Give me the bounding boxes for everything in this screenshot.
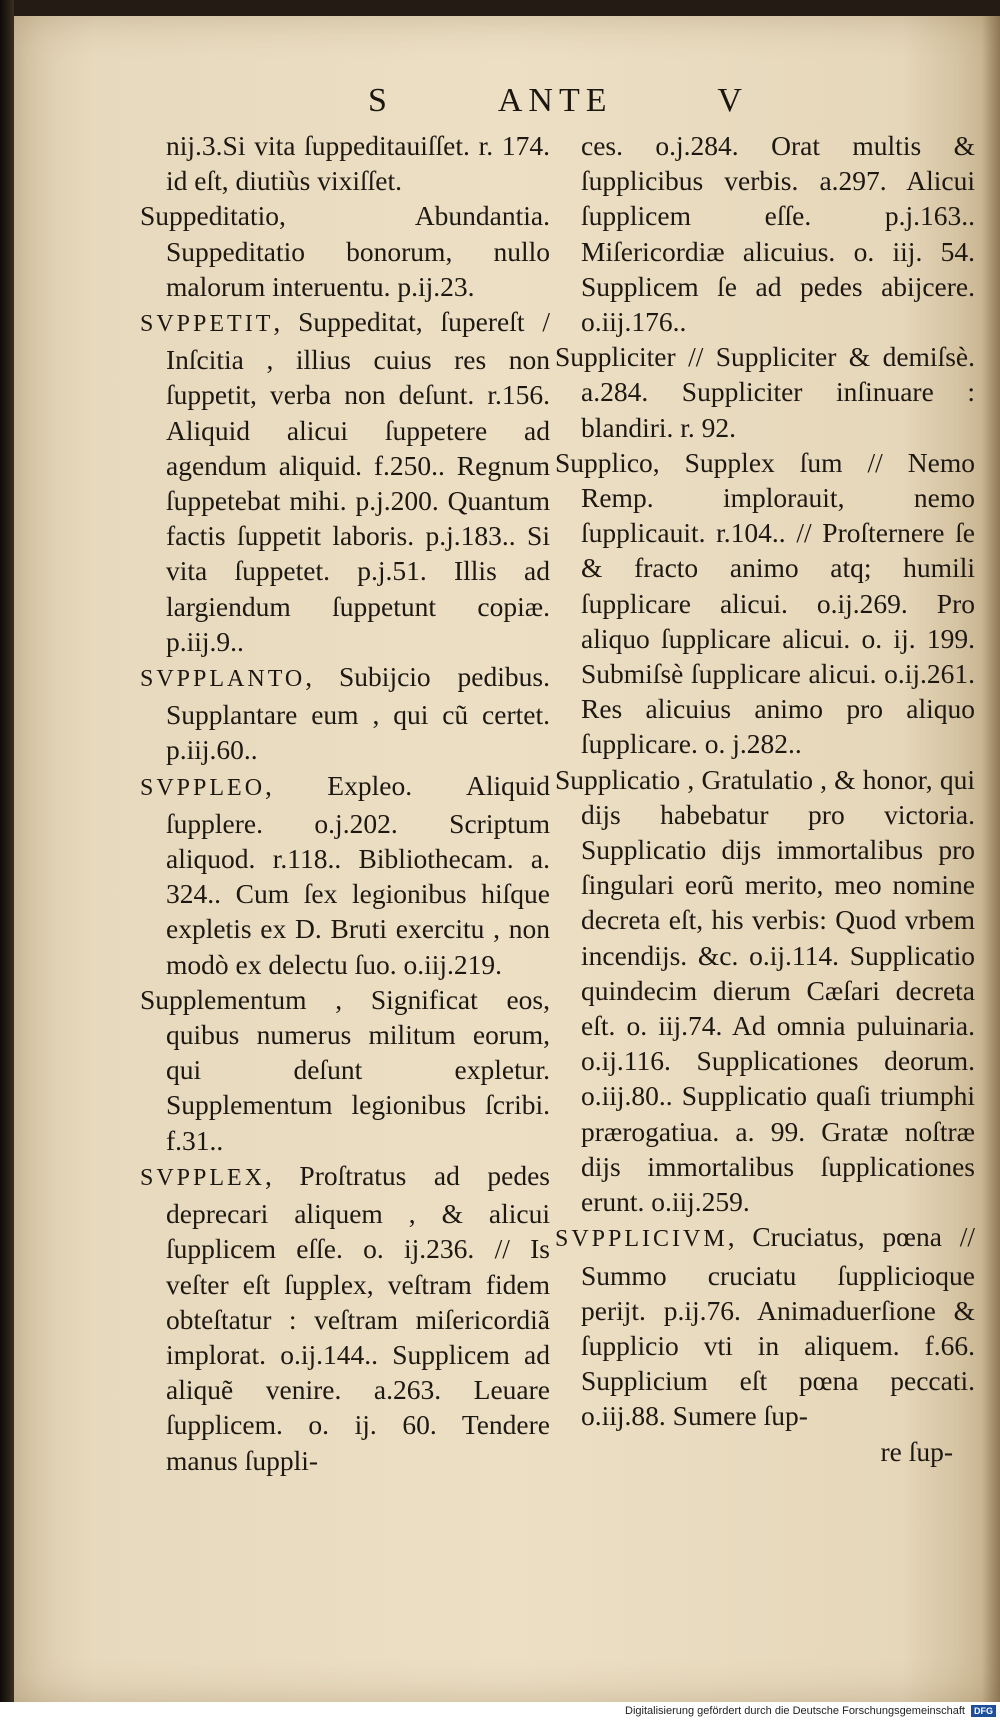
running-head-center: ANTE [497,82,613,119]
entry-headword: SVPPLEX [140,1164,266,1191]
digitization-footer [0,1702,1000,1720]
right-column [555,128,975,1469]
dictionary-entry: SVPPLEX, Proſtratus ad pedes deprecari aliquem , & alicui ſupplicem eſſe. o. ij.236. // Is veſter eſt ſupplex, veſtram fidem obteſtatur : veſtram miſericordiã implorat. o.ij.144.. Supplicem ad aliquẽ venire. a.263. Leuare ſupplicem. o. ij. 60. Tendere manus ſuppli- [140,1159,550,1476]
running-head [368,82,748,120]
page-edge-shadow [982,16,1000,1702]
running-head-left: S [368,82,393,119]
dictionary-entry: Supplementum , Significat eos, quibus numerus militum eorum, qui deſunt expletur. Supplementum legionibus ſcribi. f.31.. [140,983,550,1156]
catchword: re ſup- [880,1435,953,1467]
scan-border [0,0,14,1720]
running-head-right: V [717,82,748,119]
dictionary-entry: Supplicatio , Gratulatio , & honor, qui dijs habebatur pro victoria. Supplicatio dijs immortalibus pro ſingulari eorũ merito, meo nomine decreta eſt, his verbis: Quod vrbem incendijs. &c. o.ij.114. Supplicatio quindecim dierum Cæſari decreta eſt. o. iij.74. Ad omnia puluinaria. o.ij.116. Supplicationes deorum. o.iij.80.. Supplicatio quaſi triumphi prærogatiua. a. 99. Gratæ noſtræ dijs immortalibus ſupplicationes erunt. o.iij.259. [555,763,975,1218]
dictionary-entry: Supplico, Supplex ſum // Nemo Remp. implorauit, nemo ſupplicauit. r.104.. // Proſternere ſe & fracto animo atq; humili ſupplicare alicui. o.ij.269. Pro aliquo ſupplicare alicui. o. ij. 199. Submiſsè ſupplicare alicui. o.ij.261. Res alicuius animo pro aliquo ſupplicare. o. j.282.. [555,446,975,760]
entry-headword: SVPPLEO [140,774,266,801]
dfg-logo: DFG [971,1705,996,1717]
left-column [140,128,550,1478]
entry-headword: SVPPETIT [140,311,274,338]
dictionary-entry: nij.3.Si vita ſuppeditauiſſet. r. 174. id eſt, diutiùs vixiſſet. [166,130,550,197]
entry-headword: SVPPLANTO [140,666,306,693]
dictionary-entry: SVPPLANTO, Subijcio pedibus. Supplantare eum , qui cũ certet. p.iij.60.. [140,661,550,766]
dictionary-entry: Suppeditatio, Abundantia. Suppeditatio bonorum, nullo malorum interuentu. p.ij.23. [140,200,550,302]
dictionary-entry: SVPPLEO, Expleo. Aliquid ſupplere. o.j.202. Scriptum aliquod. r.118.. Bibliothecam. a. 324.. Cum ſex legionibus hiſque expletis ex D. Bruti exercitu , non modò ex delectu ſuo. o.iij.219. [140,769,550,980]
dictionary-entry: SVPPLICIVM, Cruciatus, pœna // Summo cruciatu ſupplicioque perijt. p.ij.76. Animaduerſione & ſupplicio vti in aliquem. f.66. Supplicium eſt pœna peccati. o.iij.88. Sumere ſup- [555,1221,975,1432]
footer-credit: Digitalisierung gefördert durch die Deutsche Forschungsgemeinschaft [625,1705,965,1717]
dictionary-entry: SVPPETIT, Suppeditat, ſupereſt / Inſcitia , illius cuius res non ſuppetit, verba non deſunt. r.156. Aliquid alicui ſuppetere ad agendum aliquid. f.250.. Regnum ſuppetebat mihi. p.j.200. Quantum factis ſuppetit laboris. p.j.183.. Si vita ſuppetet. p.j.51. Illis ad largiendum ſuppetunt copiæ. p.iij.9.. [140,306,550,657]
dictionary-entry: Suppliciter // Suppliciter & demiſsè. a.284. Suppliciter inſinuare : blandiri. r. 92. [555,341,975,443]
dictionary-entry: ces. o.j.284. Orat multis & ſupplicibus verbis. a.297. Alicui ſupplicem eſſe. p.j.163.. Miſericordiæ alicuius. o. iij. 54. Supplicem ſe ad pedes abijcere. o.iij.176.. [581,130,975,338]
entry-headword: SVPPLICIVM [555,1226,728,1253]
